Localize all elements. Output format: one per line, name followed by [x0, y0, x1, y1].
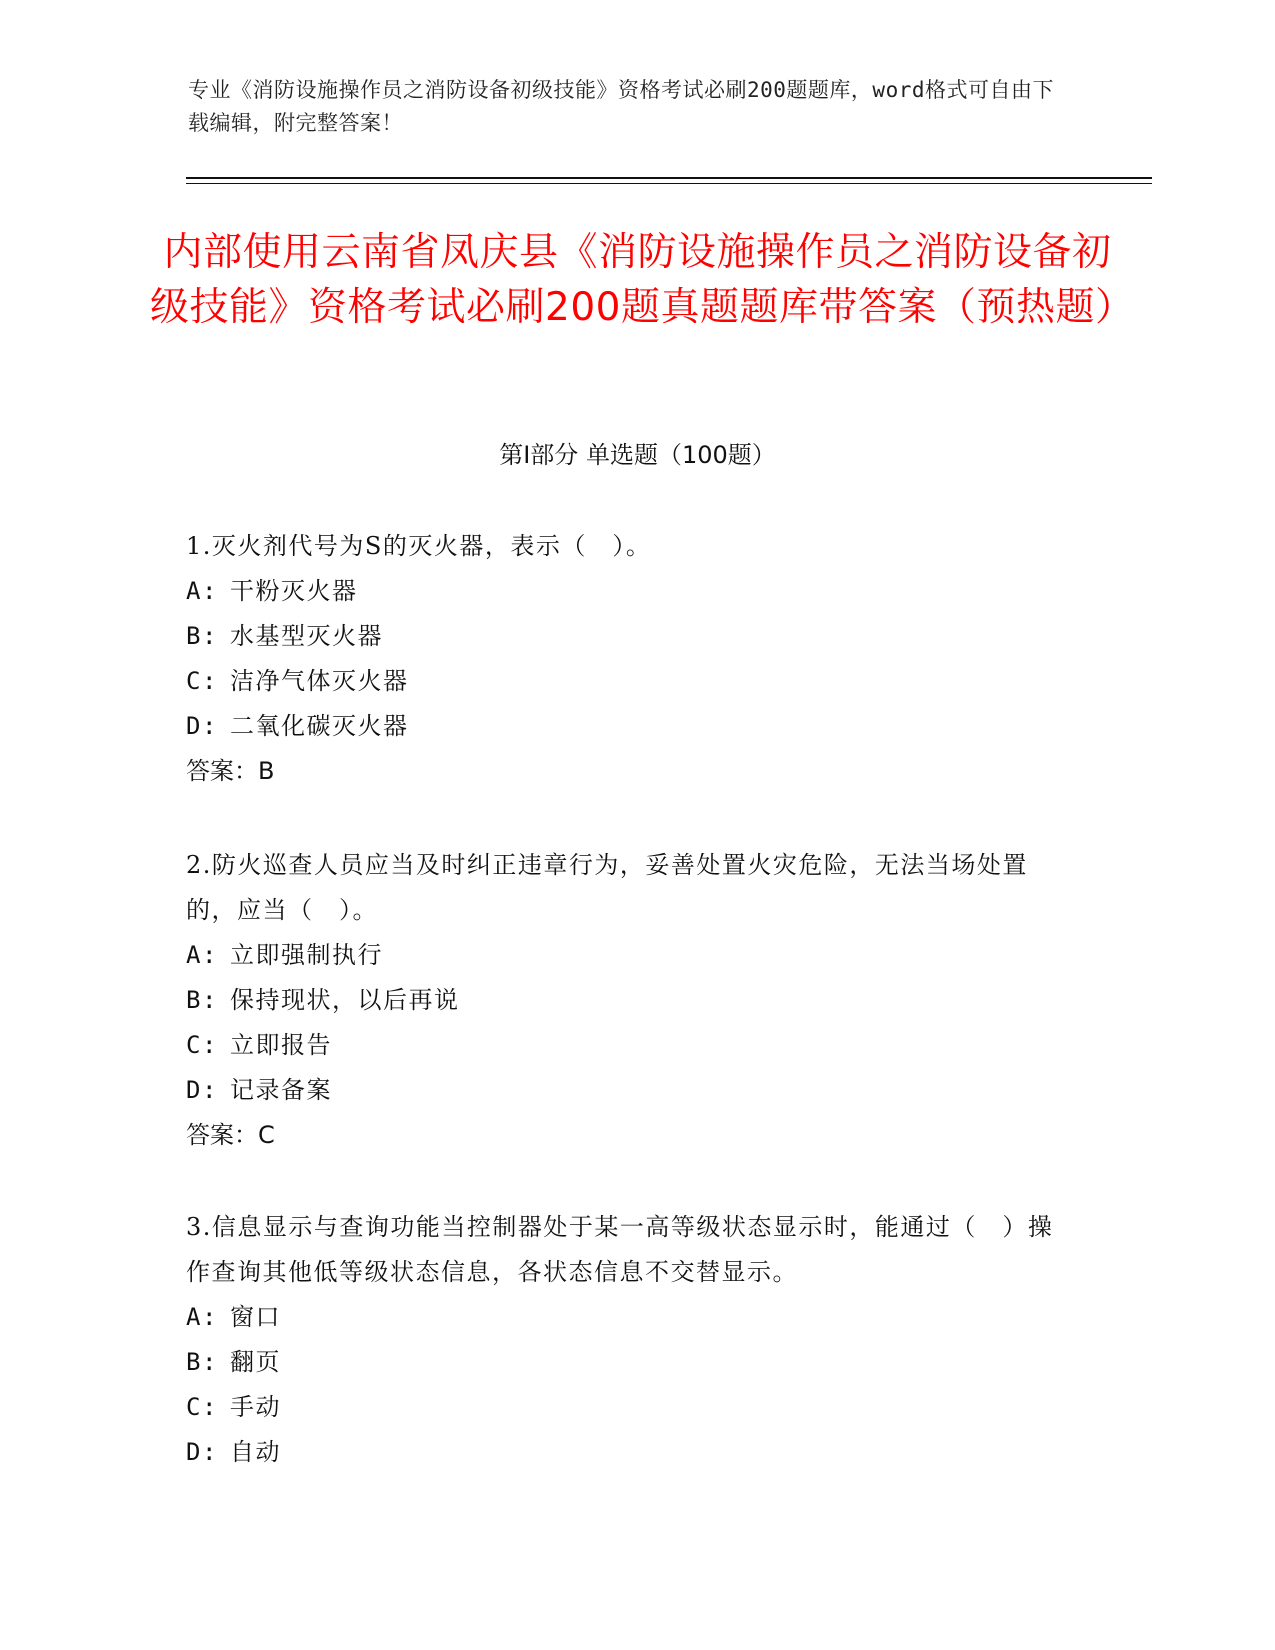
- question-1: [186, 524, 1066, 794]
- option-text: 自动: [230, 1438, 281, 1466]
- option-a: [186, 933, 1066, 978]
- option-text: 水基型灭火器: [230, 622, 383, 650]
- option-letter: B:: [186, 622, 218, 650]
- option-b: [186, 614, 1066, 659]
- question-2: [186, 843, 1066, 1158]
- option-c: [186, 1385, 1066, 1430]
- option-text: 记录备案: [230, 1076, 332, 1104]
- option-letter: C:: [186, 1031, 218, 1059]
- option-a: [186, 1295, 1066, 1340]
- option-text: 二氧化碳灭火器: [230, 712, 409, 740]
- option-b: [186, 978, 1066, 1023]
- option-text: 保持现状，以后再说: [230, 986, 460, 1014]
- option-letter: B:: [186, 1348, 218, 1376]
- option-b: [186, 1340, 1066, 1385]
- option-d: [186, 1430, 1066, 1475]
- answer-line: 答案：C: [186, 1121, 275, 1149]
- option-text: 立即报告: [230, 1031, 332, 1059]
- option-letter: B:: [186, 986, 218, 1014]
- option-letter: A:: [186, 1303, 218, 1331]
- option-letter: C:: [186, 667, 218, 695]
- option-text: 立即强制执行: [230, 941, 383, 969]
- document-title: 内部使用云南省凤庆县《消防设施操作员之消防设备初级技能》资格考试必刷200题真题题库带答案（预热题）: [150, 230, 1135, 330]
- option-c: [186, 659, 1066, 704]
- option-text: 干粉灭火器: [230, 577, 358, 605]
- option-letter: A:: [186, 941, 218, 969]
- option-letter: D:: [186, 1076, 218, 1104]
- section-title: 第Ⅰ部分 单选题（100题）: [499, 441, 776, 469]
- option-text: 手动: [230, 1393, 281, 1421]
- option-text: 翻页: [230, 1348, 281, 1376]
- question-stem: 1.灭火剂代号为S的灭火器，表示（ ）。: [186, 532, 652, 560]
- option-d: [186, 1068, 1066, 1113]
- option-a: [186, 569, 1066, 614]
- option-d: [186, 704, 1066, 749]
- header-note: 专业《消防设施操作员之消防设备初级技能》资格考试必刷200题题库，word格式可自由下载编辑，附完整答案！: [188, 78, 1054, 135]
- option-text: 窗口: [230, 1303, 281, 1331]
- answer-line: 答案：B: [186, 757, 275, 785]
- option-letter: A:: [186, 577, 218, 605]
- option-text: 洁净气体灭火器: [230, 667, 409, 695]
- question-stem: 2.防火巡查人员应当及时纠正违章行为，妥善处置火灾危险，无法当场处置的，应当（ ）。: [186, 851, 1028, 924]
- header-rule-thick: [186, 177, 1152, 179]
- option-letter: D:: [186, 712, 218, 740]
- option-letter: D:: [186, 1438, 218, 1466]
- option-c: [186, 1023, 1066, 1068]
- option-letter: C:: [186, 1393, 218, 1421]
- question-3: [186, 1205, 1066, 1475]
- question-stem: 3.信息显示与查询功能当控制器处于某一高等级状态显示时，能通过（ ）操作查询其他低等级状态信息，各状态信息不交替显示。: [186, 1213, 1054, 1286]
- header-rule-thin: [186, 183, 1152, 184]
